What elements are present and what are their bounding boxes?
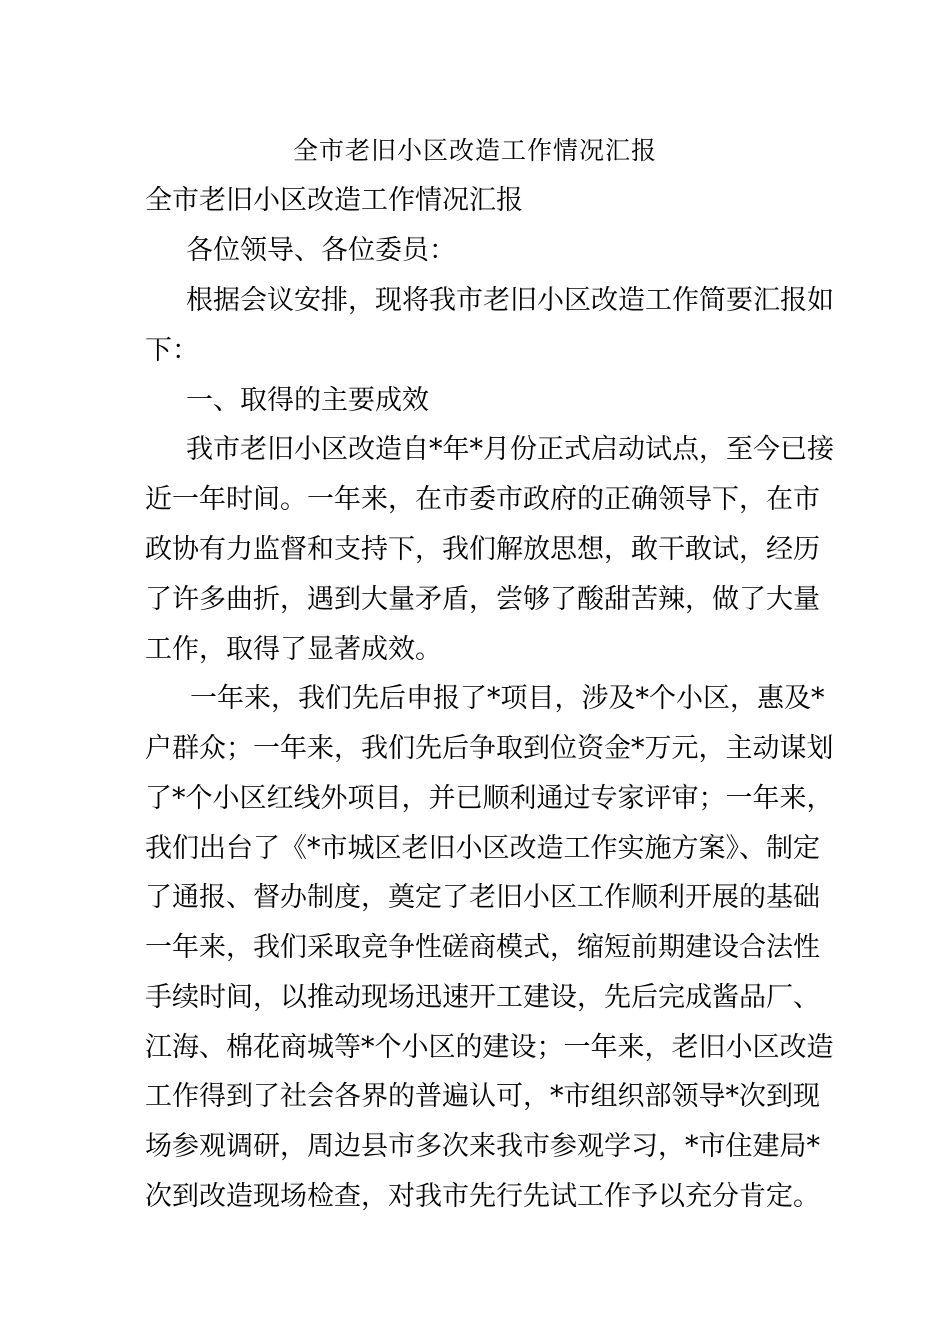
text-line: 近一年时间。一年来，在市委市政府的正确领导下，在市: [145, 484, 820, 515]
text-line: 江海、棉花商城等*个小区的建设；一年来，老旧小区改造: [145, 1032, 834, 1063]
document-title: 全市老旧小区改造工作情况汇报: [292, 136, 657, 165]
text-line: 了*个小区红线外项目，并已顺利通过专家评审；一年来，: [145, 783, 834, 814]
text-line: 场参观调研，周边县市多次来我市参观学习，*市住建局*: [145, 1131, 820, 1162]
text-line: 户群众；一年来，我们先后争取到位资金*万元，主动谋划: [145, 733, 834, 764]
text-line: 了通报、督办制度，奠定了老旧小区工作顺利开展的基础: [145, 882, 820, 913]
text-line: 手续时间，以推动现场迅速开工建设，先后完成酱品厂、: [145, 982, 820, 1013]
text-line: 政协有力监督和支持下，我们解放思想，敢干敢试，经历: [145, 534, 820, 565]
text-line: 我们出台了《*市城区老旧小区改造工作实施方案》、制定: [145, 833, 820, 864]
text-line: 工作得到了社会各界的普遍认可，*市组织部领导*次到现: [145, 1081, 820, 1112]
text-line: 了许多曲折，遇到大量矛盾，尝够了酸甜苦辣，做了大量: [145, 584, 820, 615]
text-line: 各位领导、各位委员：: [186, 235, 456, 266]
text-line: 我市老旧小区改造自*年*月份正式启动试点，至今已接: [186, 434, 834, 465]
text-line: 全市老旧小区改造工作情况汇报: [145, 185, 523, 216]
text-line: 工作，取得了显著成效。: [145, 634, 442, 665]
text-line: 下：: [145, 335, 199, 366]
text-line: 一年来，我们采取竞争性磋商模式，缩短前期建设合法性: [145, 932, 820, 963]
text-line: 一年来，我们先后申报了*项目，涉及*个小区，惠及*: [190, 683, 825, 714]
text-line: 次到改造现场检查，对我市先行先试工作予以充分肯定。: [145, 1181, 820, 1212]
section-heading: 一、取得的主要成效: [186, 385, 429, 416]
text-line: 根据会议安排，现将我市老旧小区改造工作简要汇报如: [186, 285, 834, 316]
